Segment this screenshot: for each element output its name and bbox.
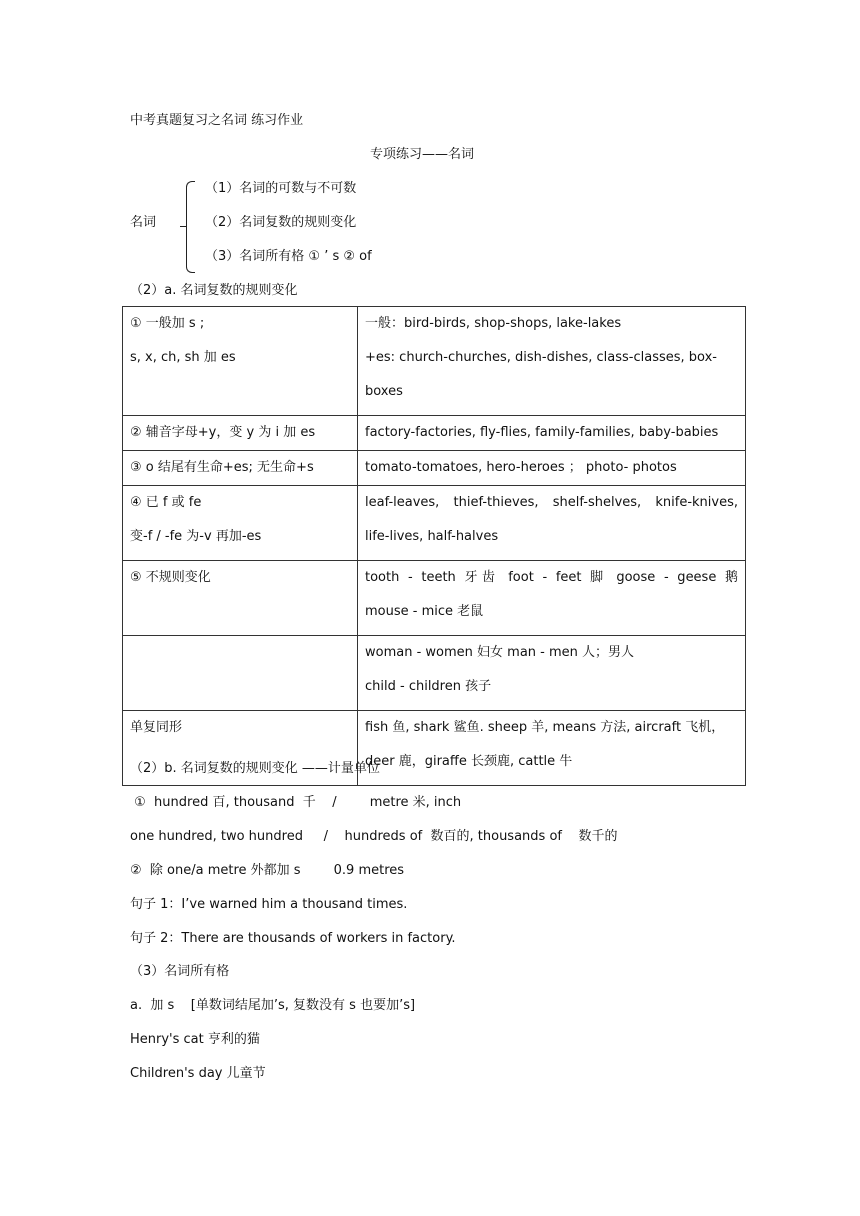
example-line: child - children 孩子: [365, 679, 492, 694]
examples-cell: [358, 561, 746, 636]
plural-rules-table: [122, 306, 746, 786]
table-row: [123, 636, 746, 711]
rule-line: ④ 已 f 或 fe: [130, 495, 202, 510]
table-row: [123, 307, 746, 416]
section-title: 专项练习——名词: [370, 147, 475, 162]
table-row: [123, 416, 746, 451]
rule-line: ① 一般加 s ;: [130, 316, 205, 331]
rule-line: 变-f / -fe 为-v 再加-es: [130, 529, 262, 544]
examples-cell: [358, 451, 746, 486]
example-line: 一般：bird-birds, shop-shops, lake-lakes: [365, 316, 622, 331]
part-3-heading: （3）名词所有格: [130, 964, 230, 979]
examples-cell: [358, 416, 746, 451]
rule-cell: [123, 416, 358, 451]
outline-item-2: （2）名词复数的规则变化: [205, 215, 357, 230]
outline-item-1: （1）名词的可数与不可数: [205, 181, 357, 196]
table-row: [123, 486, 746, 561]
outline-root: 名词: [130, 215, 157, 230]
rule-line: ⑤ 不规则变化: [130, 570, 211, 585]
example-line: mouse - mice 老鼠: [365, 604, 484, 619]
part-b-heading: （2）b. 名词复数的规则变化 ——计量单位: [130, 761, 380, 776]
example-line: woman - women 妇女 man - men 人；男人: [365, 645, 635, 660]
part-3-line: Children's day 儿童节: [130, 1066, 266, 1081]
part-3-line: Henry's cat 亨利的猫: [130, 1032, 260, 1047]
table-row: [123, 451, 746, 486]
part-a-heading: （2）a. 名词复数的规则变化: [130, 283, 298, 298]
rule-cell: [123, 486, 358, 561]
example-line: leaf-leaves, thief-thieves, shelf-shelves, knife-knives,: [365, 495, 738, 510]
example-line: factory-factories, fly-flies, family-families, baby-babies: [365, 425, 719, 440]
part-b-line: one hundred, two hundred / hundreds of 数百的, thousands of 数千的: [130, 829, 618, 844]
example-line: life-lives, half-halves: [365, 529, 499, 544]
rule-cell: [123, 451, 358, 486]
examples-cell: [358, 636, 746, 711]
rule-line: s, x, ch, sh 加 es: [130, 350, 236, 365]
part-b-line: ② 除 one/a metre 外都加 s 0.9 metres: [130, 863, 405, 878]
outline-item-3: （3）名词所有格 ① ’ s ② of: [205, 249, 372, 264]
example-line: tooth - teeth 牙齿 foot - feet 脚 goose - geese 鹅: [365, 570, 738, 585]
example-sentence-2: 句子 2：There are thousands of workers in factory.: [130, 931, 456, 946]
table-row: [123, 561, 746, 636]
example-line: deer 鹿，giraffe 长颈鹿, cattle 牛: [365, 754, 573, 769]
rule-cell: [123, 561, 358, 636]
example-line: +es: church-churches, dish-dishes, class-classes, box-boxes: [365, 350, 717, 399]
doc-title: 中考真题复习之名词 练习作业: [130, 113, 304, 128]
part-b-line: ① hundred 百, thousand 千 / metre 米, inch: [130, 795, 462, 810]
examples-cell: [358, 486, 746, 561]
rule-line: ② 辅音字母+y，变 y 为 i 加 es: [130, 425, 316, 440]
examples-cell: [358, 711, 746, 786]
example-sentence-1: 句子 1：I’ve warned him a thousand times.: [130, 897, 408, 912]
rule-cell: [123, 307, 358, 416]
example-line: fish 鱼, shark 鲨鱼. sheep 羊, means 方法, aircraft 飞机，: [365, 720, 725, 735]
rule-cell: [123, 636, 358, 711]
examples-cell: [358, 307, 746, 416]
rule-line: ③ o 结尾有生命+es; 无生命+s: [130, 460, 314, 475]
rule-line: 单复同形: [130, 720, 183, 735]
example-line: tomato-tomatoes, hero-heroes ； photo- photos: [365, 460, 677, 475]
part-3-line: a. 加 s [单数词结尾加’s, 复数没有 s 也要加’s]: [130, 998, 416, 1013]
